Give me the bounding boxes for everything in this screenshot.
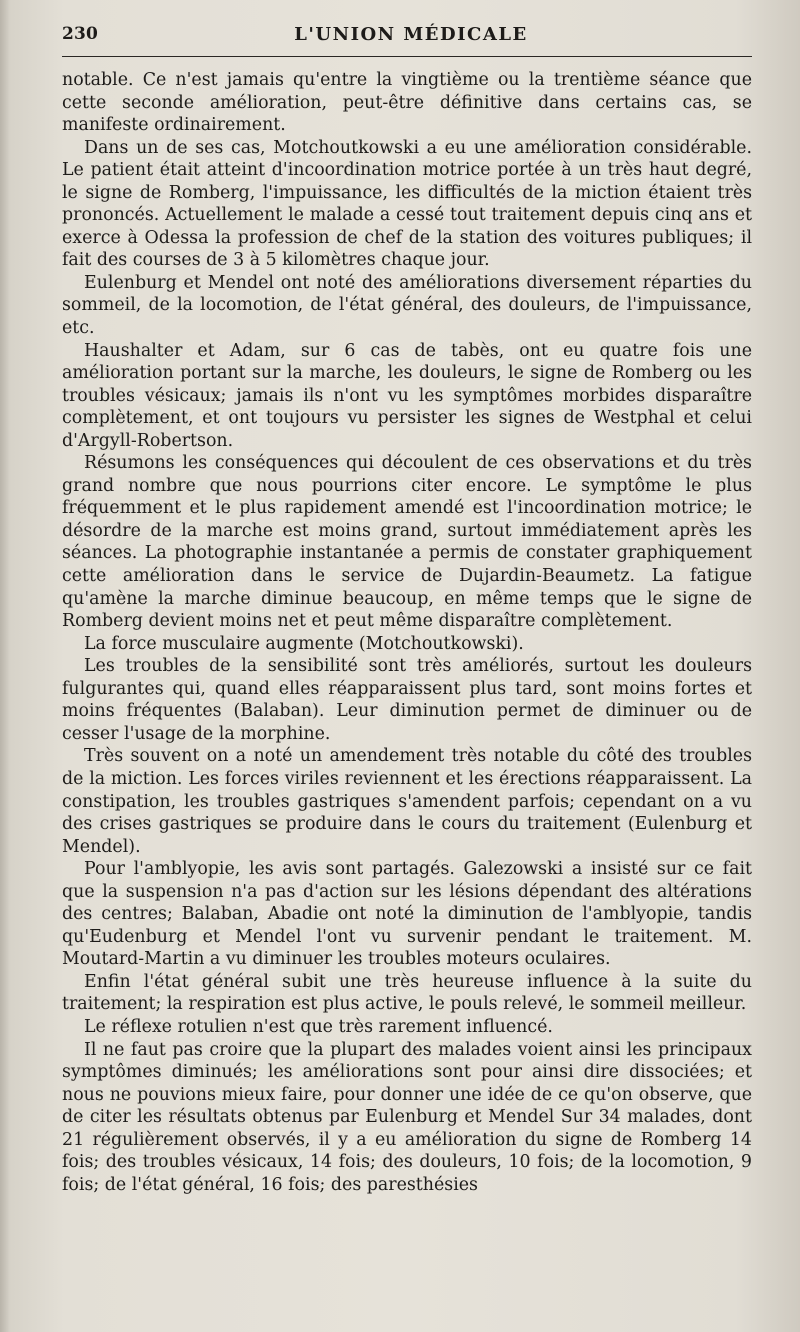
paragraph: Dans un de ses cas, Motchoutkowski a eu une amélioration considérable. Le patient était atteint d'incoordination motrice portée à un très haut degré, le signe de Romberg, l'impuissance, les difficultés de la miction étaient très prononcés. Actuellement le malade a cessé tout traitement depuis cinq ans et exerce à Odessa la profession de chef de la station des voitures publiques; il fait des courses de 3 à 5 kilomètres chaque jour.: [62, 137, 752, 271]
paragraph: notable. Ce n'est jamais qu'entre la vingtième ou la trentième séance que cette seconde amélioration, peut-être définitive dans certains cas, se manifeste ordinairement.: [62, 70, 752, 136]
paragraph: Le réflexe rotulien n'est que très rarement influencé.: [84, 1016, 553, 1037]
paragraph: Eulenburg et Mendel ont noté des améliorations diversement réparties du sommeil, de la locomotion, de l'état général, des douleurs, de l'impuissance, etc.: [62, 272, 752, 339]
page-number: 230: [62, 24, 99, 44]
page-shadow: [0, 0, 10, 1332]
page-header: [62, 24, 760, 50]
paragraph: Très souvent on a noté un amendement très notable du côté des troubles de la miction. Les forces viriles reviennent et les érections réapparaissent. La constipation, les troubles gastriques s'amendent parfois; cependant on a vu des crises gastriques se produire dans le cours du traitement (Eulenburg et Mendel).: [62, 746, 752, 857]
paragraph: Résumons les conséquences qui découlent de ces observations et du très grand nombre que nous pourrions citer encore. Le symptôme le plus fréquemment et le plus rapidement amendé est l'incoordination motrice; le désordre de la marche est moins grand, surtout immédiatement après les séances. La photographie instantanée a permis de constater graphiquement cette amélioration dans le service de Dujardin-Beaumetz. La fatigue qu'amène la marche diminue beaucoup, en même temps que le signe de Romberg devient moins net et peut même disparaître complètement.: [62, 453, 752, 632]
paragraph: La force musculaire augmente (Motchoutkowski).: [84, 633, 524, 654]
running-title: L'UNION MÉDICALE: [294, 24, 528, 45]
paragraph: Pour l'amblyopie, les avis sont partagés. Galezowski a insisté sur ce fait que la suspension n'a pas d'action sur les lésions dépendant des altérations des centres; Balaban, Abadie ont noté la diminution de l'amblyopie, tandis qu'Eudenburg et Mendel l'ont vu survenir pendant le traitement. M. Moutard-Martin a vu diminuer les troubles moteurs oculaires.: [62, 859, 752, 970]
header-rule: [62, 56, 752, 57]
paragraph: Enfin l'état général subit une très heureuse influence à la suite du traitement; la respiration est plus active, le pouls relevé, le sommeil meilleur.: [62, 971, 752, 1015]
paragraph: Les troubles de la sensibilité sont très améliorés, surtout les douleurs fulgurantes qui, quand elles réapparaissent plus tard, sont moins fortes et moins fréquentes (Balaban). Leur diminution permet de diminuer ou de cesser l'usage de la morphine.: [62, 656, 752, 744]
paragraph: Haushalter et Adam, sur 6 cas de tabès, ont eu quatre fois une amélioration portant sur la marche, les douleurs, le signe de Romberg ou les troubles vésicaux; jamais ils n'ont vu les symptômes morbides disparaître complètement, et ont toujours vu persister les signes de Westphal et celui d'Argyll-Robertson.: [62, 340, 752, 451]
body-text: [62, 69, 752, 1196]
paragraph: Il ne faut pas croire que la plupart des malades voient ainsi les principaux symptômes diminués; les améliorations sont pour ainsi dire dissociées; et nous ne pouvions mieux faire, pour donner une idée de ce qu'on observe, que de citer les résultats obtenus par Eulenburg et Mendel Sur 34 malades, dont 21 régulièrement observés, il y a eu amélioration du signe de Romberg 14 fois; des troubles vésicaux, 14 fois; des douleurs, 10 fois; de la locomotion, 9 fois; de l'état général, 16 fois; des paresthésies: [62, 1039, 752, 1195]
